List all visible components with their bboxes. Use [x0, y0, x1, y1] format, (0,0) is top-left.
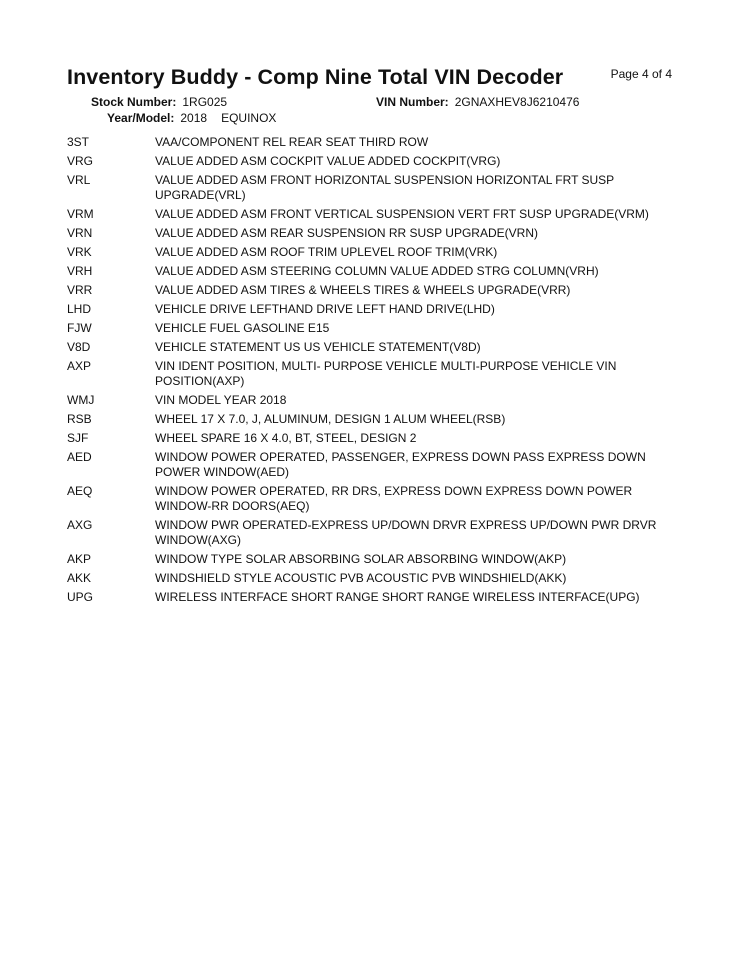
option-code: SJF	[67, 431, 89, 445]
option-description: WINDSHIELD STYLE ACOUSTIC PVB ACOUSTIC PVB WINDSHIELD(AKK)	[155, 571, 567, 585]
option-code: VRR	[67, 283, 93, 297]
option-row	[67, 571, 677, 586]
option-code: V8D	[67, 340, 91, 354]
option-code: VRN	[67, 226, 93, 240]
option-row	[67, 173, 677, 203]
option-code: VRH	[67, 264, 93, 278]
option-row	[67, 412, 677, 427]
stock-number	[91, 95, 227, 109]
vin-number-label: VIN Number:	[376, 95, 449, 109]
option-code: AEQ	[67, 484, 93, 498]
option-row	[67, 321, 677, 336]
option-row	[67, 393, 677, 408]
option-row	[67, 154, 677, 169]
option-description: VEHICLE FUEL GASOLINE E15	[155, 321, 330, 335]
year-value: 2018	[180, 111, 208, 125]
year-model	[107, 111, 276, 125]
option-code: 3ST	[67, 135, 90, 149]
option-description: WIRELESS INTERFACE SHORT RANGE SHORT RANGE WIRELESS INTERFACE(UPG)	[155, 590, 640, 604]
option-code: UPG	[67, 590, 94, 604]
option-code: AKP	[67, 552, 92, 566]
option-row	[67, 135, 677, 150]
option-description: VIN IDENT POSITION, MULTI- PURPOSE VEHICLE MULTI-PURPOSE VEHICLE VIN POSITION(AXP)	[155, 359, 617, 388]
option-description: VALUE ADDED ASM FRONT VERTICAL SUSPENSION VERT FRT SUSP UPGRADE(VRM)	[155, 207, 649, 221]
option-row	[67, 340, 677, 355]
stock-number-label: Stock Number:	[91, 95, 177, 109]
option-row	[67, 450, 677, 480]
option-code: AKK	[67, 571, 92, 585]
option-description: VALUE ADDED ASM REAR SUSPENSION RR SUSP UPGRADE(VRN)	[155, 226, 538, 240]
option-row	[67, 207, 677, 222]
option-description: WHEEL 17 X 7.0, J, ALUMINUM, DESIGN 1 ALUM WHEEL(RSB)	[155, 412, 506, 426]
option-description: VALUE ADDED ASM FRONT HORIZONTAL SUSPENSION HORIZONTAL FRT SUSP UPGRADE(VRL)	[155, 173, 614, 202]
document-title: Inventory Buddy - Comp Nine Total VIN Decoder	[67, 65, 564, 89]
option-description: WINDOW TYPE SOLAR ABSORBING SOLAR ABSORBING WINDOW(AKP)	[155, 552, 567, 566]
option-description: WHEEL SPARE 16 X 4.0, BT, STEEL, DESIGN 2	[155, 431, 417, 445]
option-row	[67, 283, 677, 298]
option-row	[67, 264, 677, 279]
option-description: WINDOW POWER OPERATED, RR DRS, EXPRESS DOWN EXPRESS DOWN POWER WINDOW-RR DOORS(AEQ)	[155, 484, 633, 513]
option-code: AXG	[67, 518, 93, 532]
option-row	[67, 359, 677, 389]
option-description: WINDOW POWER OPERATED, PASSENGER, EXPRESS DOWN PASS EXPRESS DOWN POWER WINDOW(AED)	[155, 450, 646, 479]
option-description: VEHICLE DRIVE LEFTHAND DRIVE LEFT HAND DRIVE(LHD)	[155, 302, 495, 316]
option-row	[67, 484, 677, 514]
stock-number-value: 1RG025	[182, 95, 228, 109]
option-code: VRG	[67, 154, 94, 168]
option-code: AED	[67, 450, 92, 464]
option-description: VALUE ADDED ASM TIRES & WHEELS TIRES & WHEELS UPGRADE(VRR)	[155, 283, 571, 297]
vin-number-value: 2GNAXHEV8J6210476	[454, 95, 580, 109]
option-description: VEHICLE STATEMENT US US VEHICLE STATEMENT(V8D)	[155, 340, 481, 354]
option-code: VRM	[67, 207, 94, 221]
option-code: VRL	[67, 173, 91, 187]
page-number: Page 4 of 4	[610, 67, 672, 81]
option-row	[67, 518, 677, 548]
option-code: RSB	[67, 412, 92, 426]
option-row	[67, 245, 677, 260]
option-code: WMJ	[67, 393, 95, 407]
option-description: VALUE ADDED ASM ROOF TRIM UPLEVEL ROOF TRIM(VRK)	[155, 245, 498, 259]
model-value: EQUINOX	[221, 111, 277, 125]
option-row	[67, 431, 677, 446]
option-code: AXP	[67, 359, 92, 373]
option-code-list	[67, 135, 677, 609]
vin-number	[376, 95, 579, 109]
option-description: VAA/COMPONENT REL REAR SEAT THIRD ROW	[155, 135, 429, 149]
option-description: VALUE ADDED ASM COCKPIT VALUE ADDED COCKPIT(VRG)	[155, 154, 501, 168]
option-row	[67, 590, 677, 605]
year-model-label: Year/Model:	[107, 111, 175, 125]
option-description: WINDOW PWR OPERATED-EXPRESS UP/DOWN DRVR EXPRESS UP/DOWN PWR DRVR WINDOW(AXG)	[155, 518, 657, 547]
option-description: VIN MODEL YEAR 2018	[155, 393, 287, 407]
option-description: VALUE ADDED ASM STEERING COLUMN VALUE ADDED STRG COLUMN(VRH)	[155, 264, 599, 278]
option-code: FJW	[67, 321, 92, 335]
option-code: LHD	[67, 302, 92, 316]
option-row	[67, 302, 677, 317]
option-code: VRK	[67, 245, 92, 259]
option-row	[67, 226, 677, 241]
option-row	[67, 552, 677, 567]
